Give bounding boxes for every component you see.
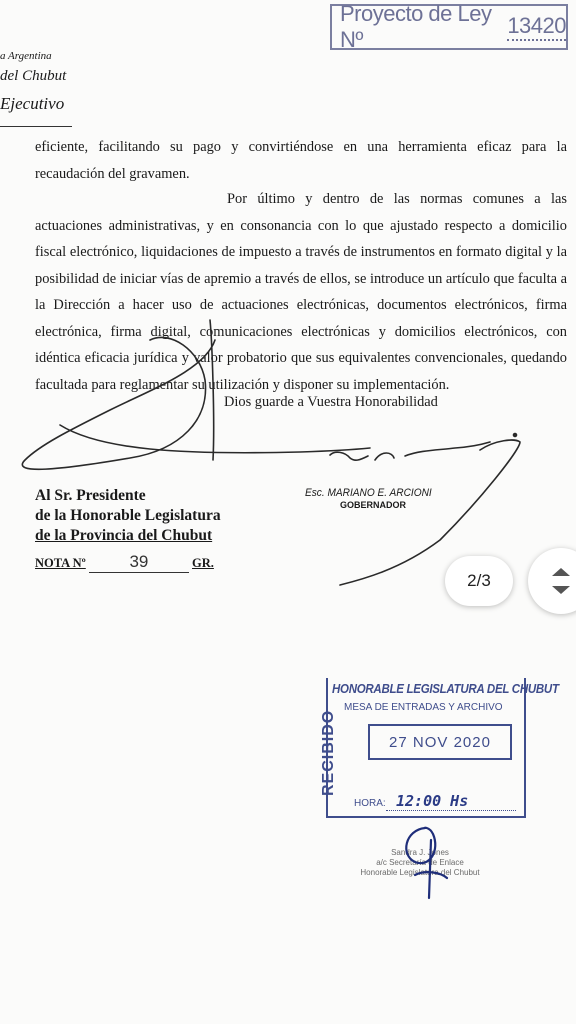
proyecto-stamp-number: 13420 xyxy=(507,13,566,41)
letterhead-line-3: Ejecutivo xyxy=(0,94,65,113)
recibido-stamp xyxy=(320,678,559,818)
signer-title: GOBERNADOR xyxy=(340,500,407,510)
page-scroll-control[interactable] xyxy=(528,548,576,614)
proyecto-stamp-prefix: Proyecto de Ley Nº xyxy=(340,1,492,52)
nota-line xyxy=(35,552,214,573)
closing-line: Dios guarde a Vuestra Honorabilidad xyxy=(224,394,438,410)
letterhead-line-2: del Chubut xyxy=(0,68,67,84)
letterhead-underline xyxy=(0,126,72,127)
addressee-line-3: de la Provincia del Chubut xyxy=(35,527,213,544)
addressee-block xyxy=(35,486,221,546)
recibido-hora-label: HORA: xyxy=(354,798,386,809)
page-indicator: 2/3 xyxy=(445,556,513,606)
nota-suffix: GR. xyxy=(192,556,214,570)
addressee-line-1: Al Sr. Presidente xyxy=(35,487,146,504)
body-paragraph-2: Por último y dentro de las normas comunes a las actuaciones administrativas, y en consonancia con lo que ajustado respecto a domicilio fiscal electrónico, liquidaciones de impuesto a través de instrumentos en formato digital y la posibilidad de iniciar vías de apremio a través de ellos, se introduce un artículo que faculta a la Dirección a hacer uso de actuaciones electrónicas, documentos electrónicos, firma electrónica, firma digital, comunicaciones electrónicas y domicilios electrónicos, con idéntica eficacia jurídica y valor probatorio que sus equivalentes convencionales, quedando facultada para reglamentar su utilización y disponer su implementación. xyxy=(35,191,567,393)
officer-initials-signature xyxy=(385,820,465,900)
recibido-hora-value: 12:00 Hs xyxy=(396,792,469,810)
nota-number: 39 xyxy=(89,552,189,573)
chevron-up-down-icon xyxy=(548,565,574,597)
officer-role: a/c Secretaría de Enlace xyxy=(376,858,464,867)
recibido-label: RECIBIDO xyxy=(320,709,337,796)
nota-label: NOTA Nº xyxy=(35,556,86,570)
officer-name: Sandra J. Jones xyxy=(391,848,449,857)
body-paragraph-1: eficiente, facilitando su pago y convirtiéndose en una herramienta eficaz para la recaudación del gravamen. xyxy=(35,139,567,182)
addressee-line-2: de la Honorable Legislatura xyxy=(35,507,221,524)
signer-name: Esc. MARIANO E. ARCIONI xyxy=(305,487,432,499)
officer-institution: Honorable Legislatura del Chubut xyxy=(360,868,480,877)
recibido-stamp-title: HONORABLE LEGISLATURA DEL CHUBUT xyxy=(332,682,559,696)
letterhead-line-1: a Argentina xyxy=(0,50,52,62)
recibido-stamp-subtitle: MESA DE ENTRADAS Y ARCHIVO xyxy=(344,702,503,713)
recibido-date: 27 NOV 2020 xyxy=(368,724,512,760)
recibido-hora-line xyxy=(386,810,516,811)
proyecto-de-ley-stamp xyxy=(330,1,568,52)
